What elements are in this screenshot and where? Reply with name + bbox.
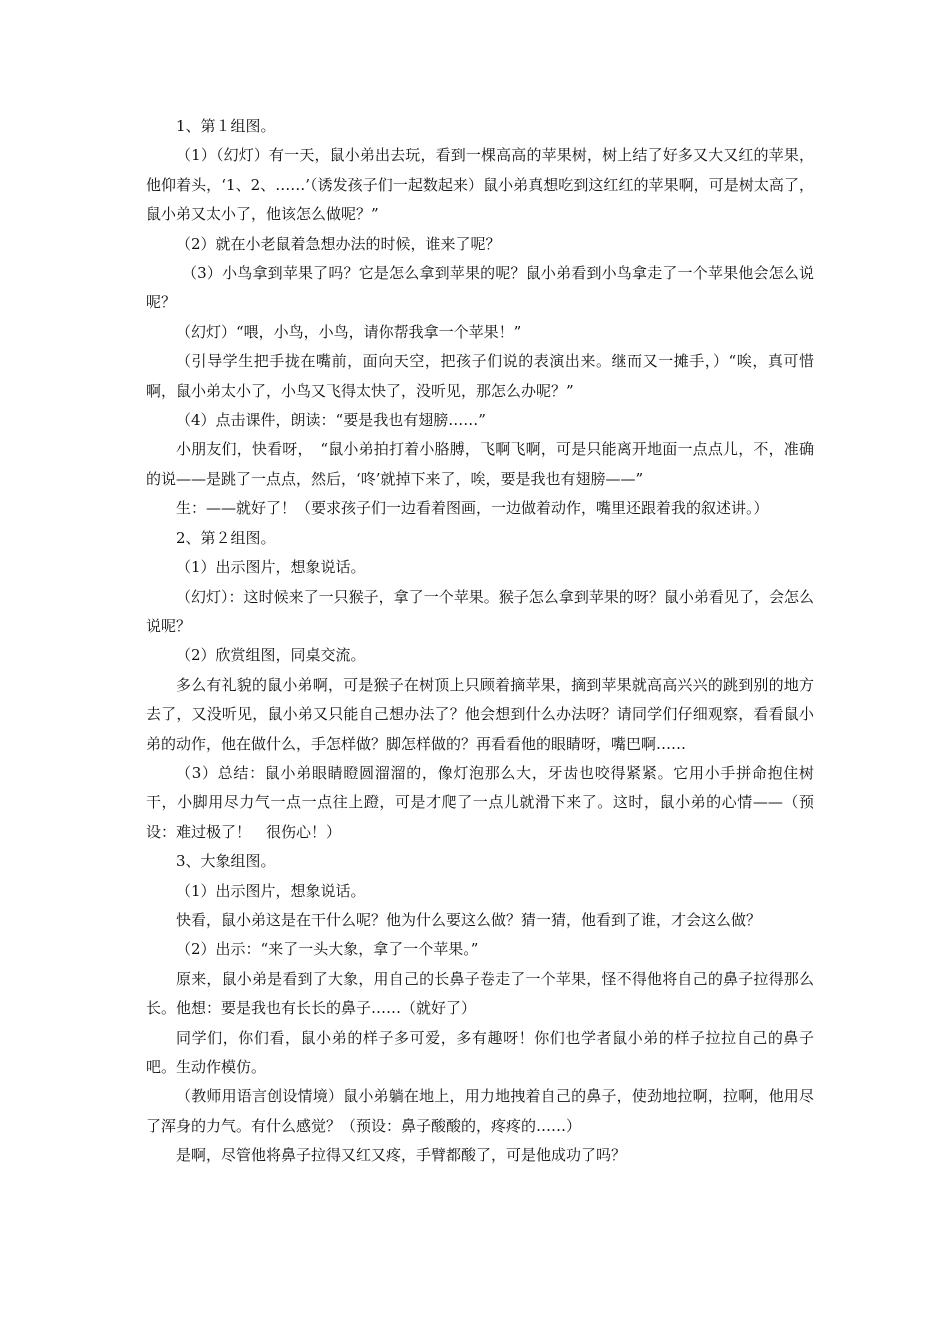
paragraph-guide-students: （引导学生把手拢在嘴前，面向天空，把孩子们说的表演出来。继而又一摊手，）“唉，真可惜啊，鼠小弟太小了，小鸟又飞得太快了，没听见，那怎么办呢？” xyxy=(146,352,814,400)
paragraph-step-4: （4）点击课件，朗读：“要是我也有翅膀……” xyxy=(176,411,486,430)
paragraph-slide-1: （1）（幻灯）有一天，鼠小弟出去玩，看到一棵高高的苹果树，树上结了好多又大又红的苹果，他仰着头，‘1、2、……’（诱发孩子们一起数起来）鼠小弟真想吃到这红红的苹果啊，可是树太高了，鼠小弟又太小了，他该怎么做呢？” xyxy=(146,146,814,224)
paragraph-show-elephant: （2）出示：“来了一头大象，拿了一个苹果。” xyxy=(176,940,479,959)
paragraph-appreciate: （2）欣赏组图，同桌交流。 xyxy=(176,646,366,665)
paragraph-look-children: 小朋友们，快看呀， “鼠小弟拍打着小胳膊，飞啊飞啊，可是只能离开地面一点点儿，不，准确的说——是跳了一点点，然后，‘咚’就掉下来了，唉，要是我也有翅膀——” xyxy=(146,440,814,488)
paragraph-polite-mouse: 多么有礼貌的鼠小弟啊，可是猴子在树顶上只顾着摘苹果，摘到苹果就高高兴兴的跳到别的地方去了，又没听见，鼠小弟又只能自己想办法了？他会想到什么办法呀？请同学们仔细观察，看看鼠小弟的动作，他在做什么，手怎样做？脚怎样做的？再看看他的眼睛呀，嘴巴啊…… xyxy=(146,675,814,753)
paragraph-elephant-nose: 原来，鼠小弟是看到了大象，用自己的长鼻子卷走了一个苹果，怪不得他将自己的鼻子拉得那么长。他想：要是我也有长长的鼻子……（就好了） xyxy=(146,969,814,1018)
paragraph-show-pictures-2: （1）出示图片，想象说话。 xyxy=(176,881,366,900)
paragraph-quick-look: 快看，鼠小弟这是在干什么呢？他为什么要这么做？猜一猜，他看到了谁，才会这么做？ xyxy=(176,910,762,929)
paragraph-section-1-heading: 1、第１组图。 xyxy=(176,117,276,135)
paragraph-slide-bird: （幻灯）“喂，小鸟，小鸟，请你帮我拿一个苹果！” xyxy=(176,322,522,341)
paragraph-step-3: （3）小鸟拿到苹果了吗？它是怎么拿到苹果的呢？鼠小弟看到小鸟拿走了一个苹果他会怎么说呢？ xyxy=(146,264,814,312)
paragraph-section-3-heading: 3、大象组图。 xyxy=(176,852,276,871)
paragraph-slide-monkey: （幻灯）：这时候来了一只猴子，拿了一个苹果。猴子怎么拿到苹果的呀？鼠小弟看见了，会怎么说呢？ xyxy=(146,587,814,635)
document-body xyxy=(146,112,814,1171)
paragraph-classmates: 同学们，你们看，鼠小弟的样子多可爱，多有趣呀！你们也学者鼠小弟的样子拉拉自己的鼻子吧。生动作模仿。 xyxy=(146,1028,814,1076)
paragraph-show-pictures-1: （1）出示图片，想象说话。 xyxy=(176,558,366,577)
paragraph-section-2-heading: 2、第２组图。 xyxy=(176,528,276,547)
paragraph-summary: （3）总结：鼠小弟眼睛瞪圆溜溜的，像灯泡那么大，牙齿也咬得紧紧。它用小手拼命抱住树干，小脚用尽力气一点一点往上蹬，可是才爬了一点儿就滑下来了。这时，鼠小弟的心情——（预设：难过极了！ 很伤心！） xyxy=(146,763,814,841)
paragraph-step-2: （2）就在小老鼠着急想办法的时候，谁来了呢？ xyxy=(176,234,501,253)
paragraph-teacher-scenario: （教师用语言创设情境）鼠小弟躺在地上，用力地拽着自己的鼻子，使劲地拉啊，拉啊，他用尽了浑身的力气。有什么感觉？（预设：鼻子酸酸的，疼疼的……） xyxy=(146,1087,814,1135)
paragraph-closing-question: 是啊，尽管他将鼻子拉得又红又疼，手臂都酸了，可是他成功了吗？ xyxy=(176,1146,627,1165)
paragraph-student-answer: 生：——就好了！（要求孩子们一边看着图画，一边做着动作，嘴里还跟着我的叙述讲。） xyxy=(176,499,769,518)
